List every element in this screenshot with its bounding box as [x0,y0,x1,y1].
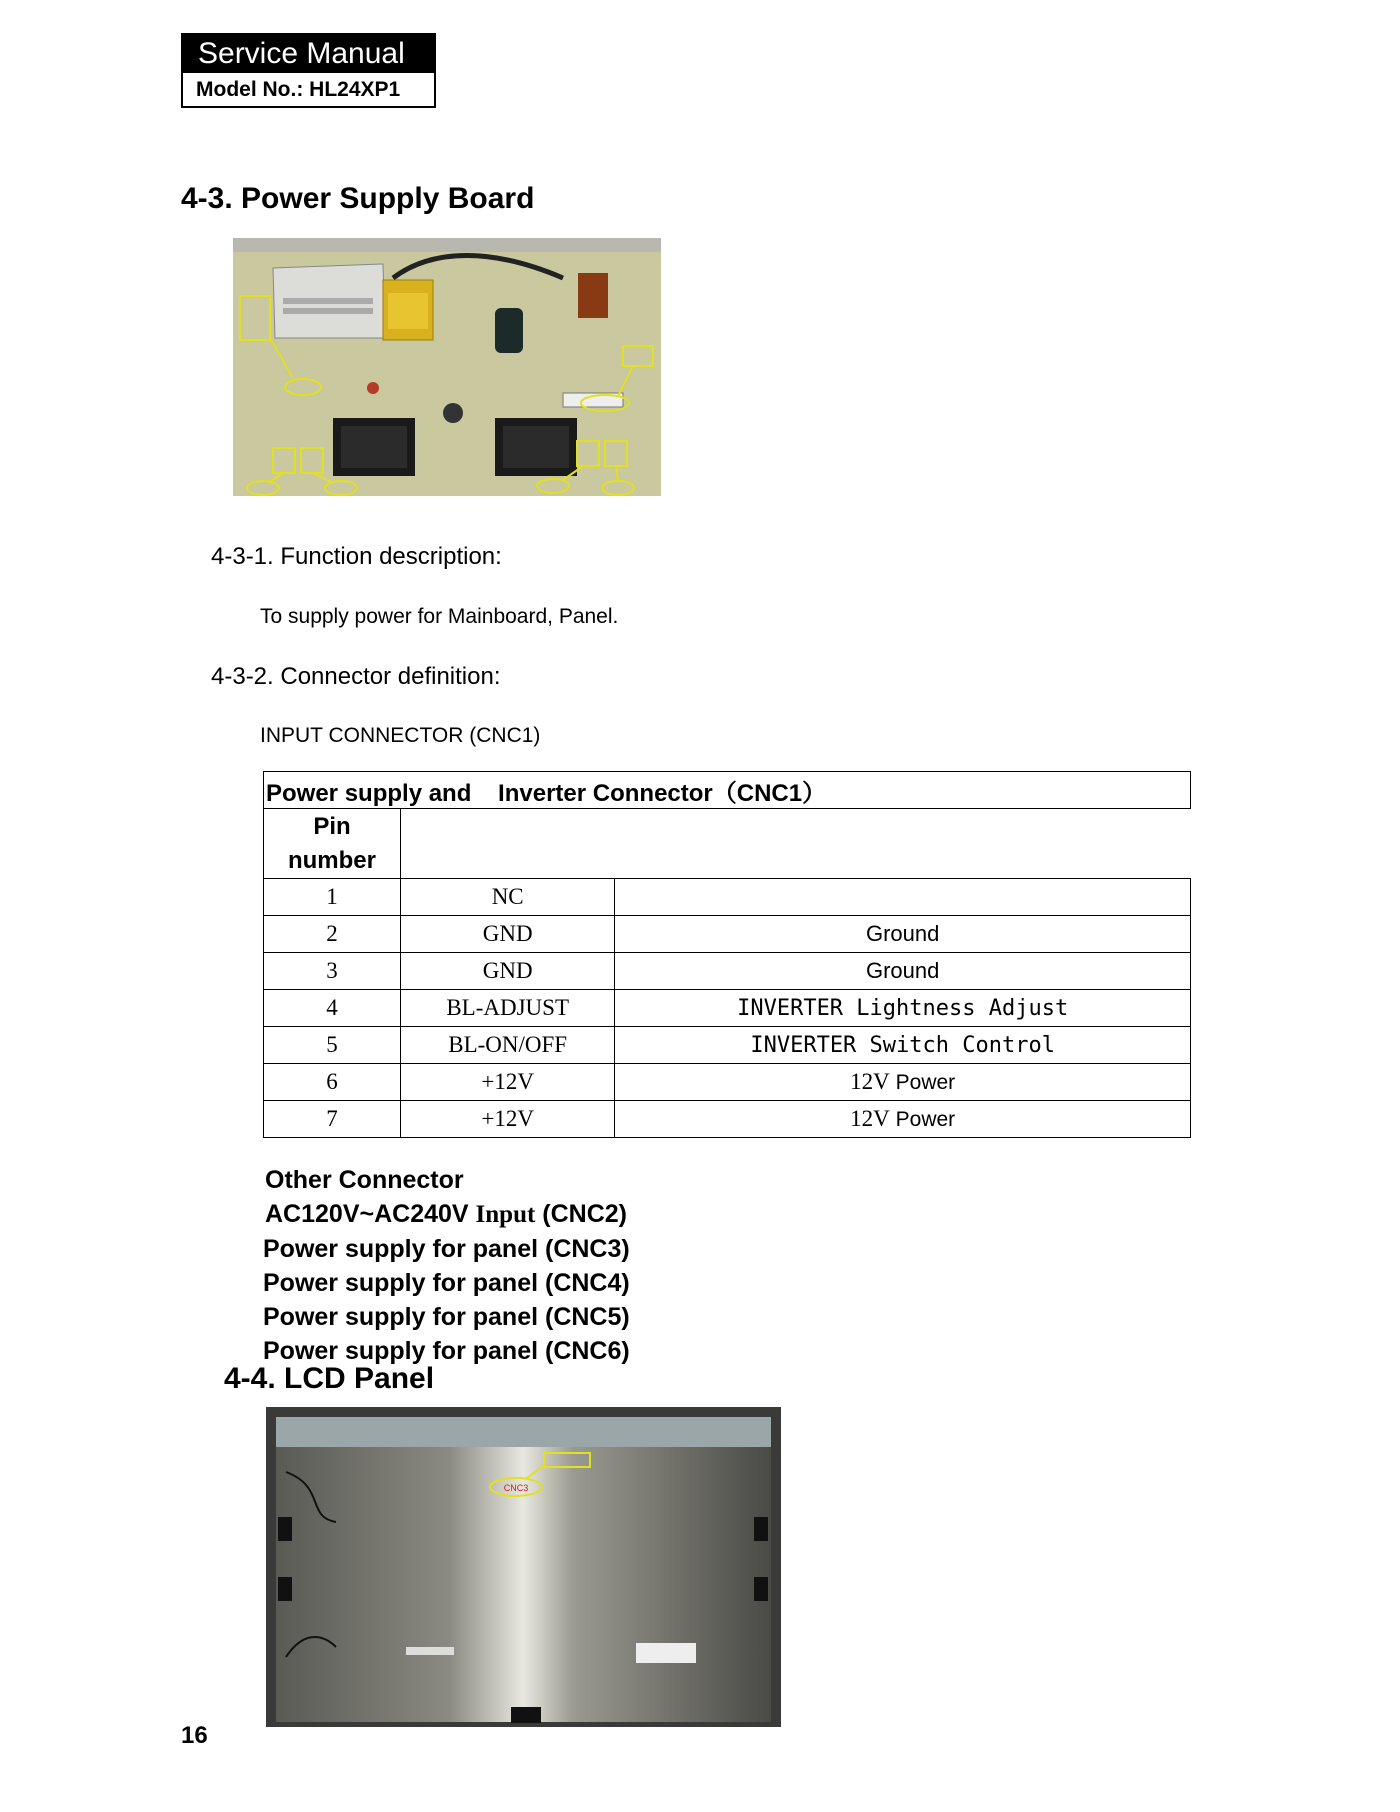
cell-description: INVERTER Switch Control [615,1027,1191,1064]
cell-signal: BL-ADJUST [401,990,615,1027]
page-number: 16 [181,1722,208,1749]
function-description-text: To supply power for Mainboard, Panel. [260,605,619,628]
connector-table [263,771,1191,1138]
other-connectors-heading: Other Connector [265,1166,464,1194]
other-connector-item: Power supply for panel (CNC5) [263,1303,630,1331]
other-connector-item: Power supply for panel (CNC6) [263,1337,630,1365]
header-pin-line1: Pin [313,812,351,840]
table-row [264,953,1191,990]
lcd-panel-photo [266,1407,781,1727]
function-description-heading: 4-3-1. Function description: [211,543,502,570]
cell-pin: 3 [264,953,401,990]
other-connector-item: Power supply for panel (CNC3) [263,1235,630,1263]
table-row [264,990,1191,1027]
table-row [264,1027,1191,1064]
header-pin-line2: number [287,846,376,874]
cell-pin: 6 [264,1064,401,1101]
cell-description-voltage: 12V [850,1069,890,1094]
section-heading-power-supply: 4-3. Power Supply Board [181,182,535,215]
table-row [264,879,1191,916]
cell-signal: +12V [401,1064,615,1101]
cell-pin: 4 [264,990,401,1027]
cell-pin: 5 [264,1027,401,1064]
cell-description-word: Power [889,1071,956,1094]
ac-connector: (CNC2) [535,1200,627,1228]
cell-pin: 7 [264,1101,401,1138]
power-supply-board-photo [233,238,661,496]
cell-signal: BL-ON/OFF [401,1027,615,1064]
table-row [264,1064,1191,1101]
cell-signal: GND [401,916,615,953]
cell-description: Ground [615,953,1191,990]
ac-input-word: Input [475,1201,536,1228]
photo-label-cnc3: CNC3 [503,1483,529,1493]
cell-pin: 1 [264,879,401,916]
cell-description: Ground [615,916,1191,953]
table-row [264,916,1191,953]
manual-header [181,33,436,108]
other-connector-ac [263,1197,630,1232]
other-connectors [263,1163,630,1368]
table-row [264,1101,1191,1138]
cell-description: INVERTER Lightness Adjust [615,990,1191,1027]
table-title: Power supply and Inverter Connector（CNC1） [264,772,1191,809]
header-title: Service Manual [183,35,434,73]
cell-description [615,1064,1191,1101]
section-heading-lcd-panel: 4-4. LCD Panel [224,1362,435,1395]
cell-description-word: Power [889,1108,956,1131]
cell-signal: GND [401,953,615,990]
other-connector-item: Power supply for panel (CNC4) [263,1269,630,1297]
input-connector-label: INPUT CONNECTOR (CNC1) [260,724,541,747]
cell-pin: 2 [264,916,401,953]
cell-signal: +12V [401,1101,615,1138]
cell-description-voltage: 12V [850,1106,890,1131]
ac-voltage: AC120V~AC240V [265,1200,476,1228]
cell-description [615,879,1191,916]
cell-description [615,1101,1191,1138]
connector-definition-heading: 4-3-2. Connector definition: [211,663,501,690]
header-model-number: Model No.: HL24XP1 [183,73,434,106]
cell-signal: NC [401,879,615,916]
header-pin-number [264,809,401,879]
